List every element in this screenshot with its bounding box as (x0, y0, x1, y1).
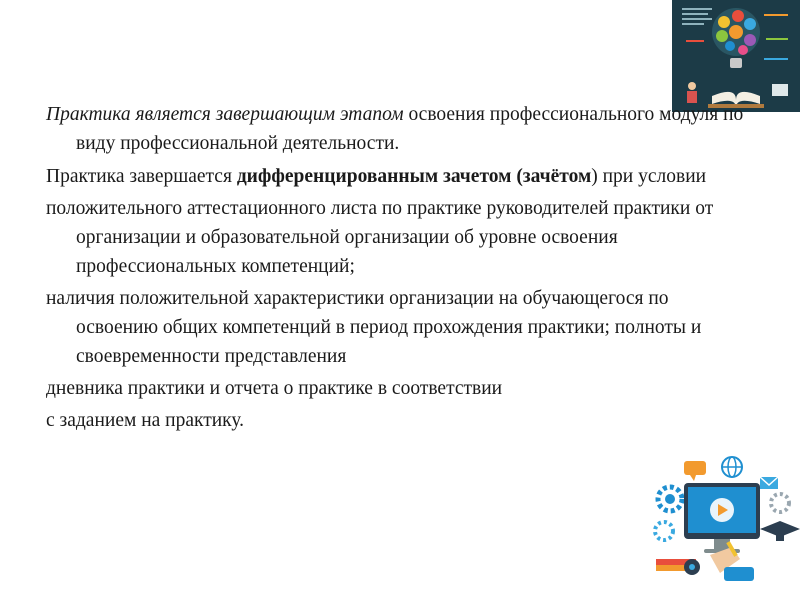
paragraph-5: дневника практики и отчета о практике в соответствии (46, 378, 503, 399)
paragraph-2-end: ) при условии (591, 166, 707, 187)
e-learning-monitor-illustration-icon (650, 455, 800, 585)
paragraph-4: наличия положительной характеристики организации на обучающегося по освоению общих компетенций в период прохождения практики; полноты и своевременности представления (46, 288, 702, 367)
lightbulb-ideas-illustration-icon (672, 0, 800, 112)
main-text (46, 100, 746, 438)
paragraph-2-start: Практика завершается (46, 166, 237, 187)
bold-phrase: дифференцированным зачетом (зачётом (236, 166, 592, 187)
italic-phrase: Практика является завершающим этапом (46, 104, 404, 125)
paragraph-1 (46, 100, 746, 158)
paragraph-3: положительного аттестационного листа по практике руководителей практики от организации и образовательной организации об уровне освоения профессиональных компетенций; (46, 198, 714, 277)
paragraph-1-rest: освоения профессионального модуля по виду профессиональной деятельности. (76, 104, 744, 154)
paragraph-2 (46, 162, 746, 191)
paragraph-6: с заданием на практику. (46, 410, 245, 431)
